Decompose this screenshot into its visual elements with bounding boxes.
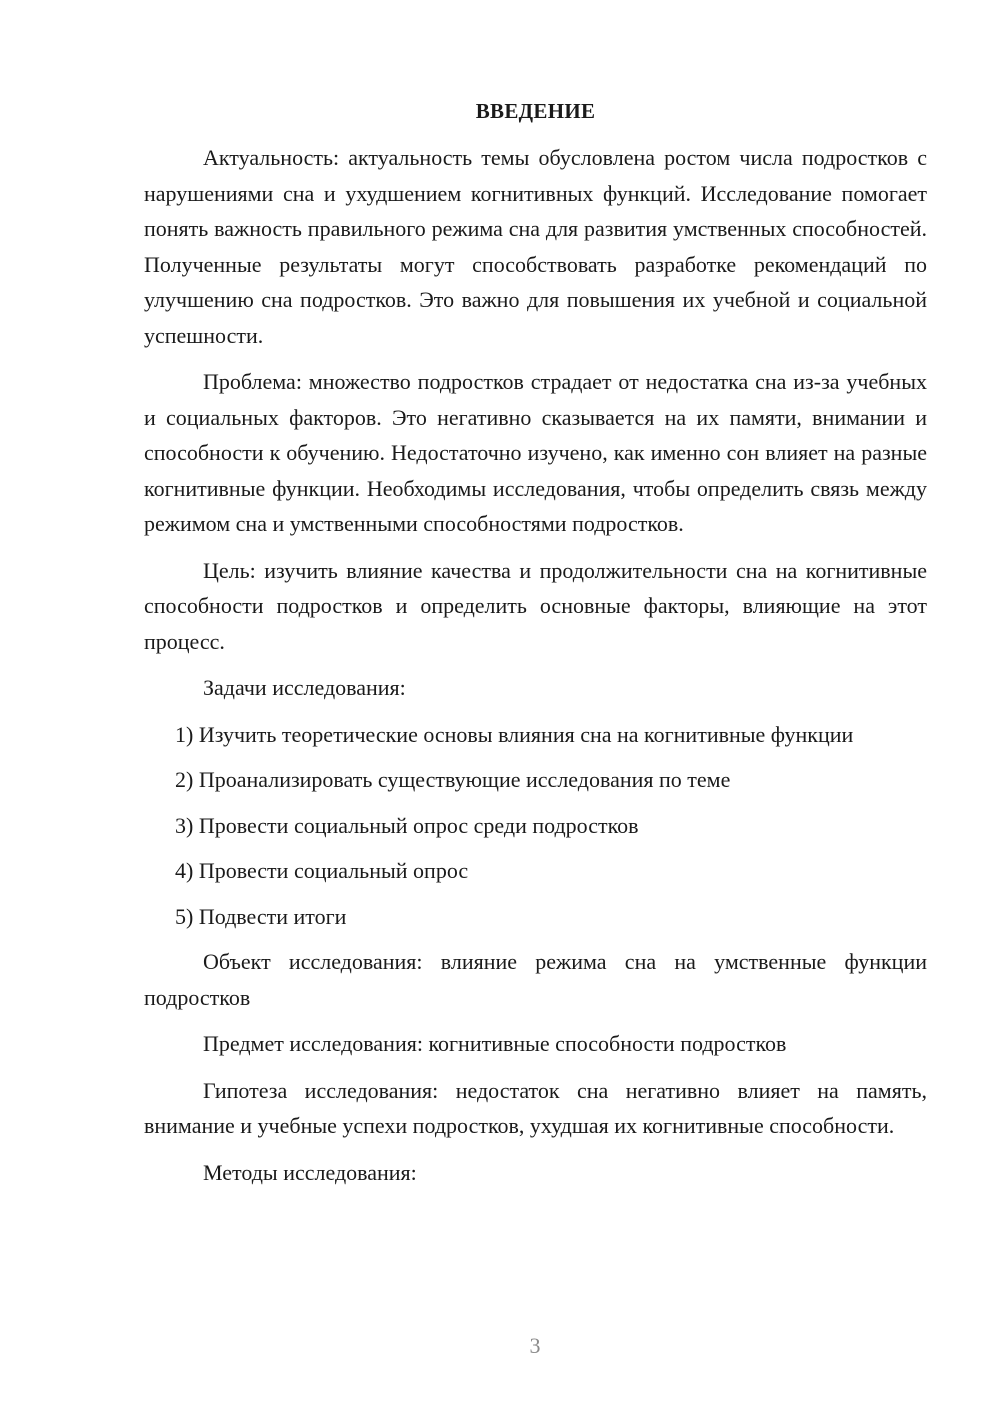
problem-paragraph: Проблема: множество подростков страдает от недостатка сна из-за учебных и социальных факторов. Это негативно сказывается на их памяти, внимании и способности к обучению. Недостаточно изучено, как именно сон влияет на разные когнитивные функции. Необходимы исследования, чтобы определить связь между режимом сна и умственными способностями подростков. xyxy=(144,369,927,536)
hypothesis-paragraph: Гипотеза исследования: недостаток сна негативно влияет на память, внимание и учебные успехи подростков, ухудшая их когнитивные способности. xyxy=(144,1077,927,1138)
tasks-title: Задачи исследования: xyxy=(203,675,406,700)
task-item-5: 5) Подвести итоги xyxy=(175,903,347,929)
section-heading: ВВЕДЕНИЕ xyxy=(475,99,596,123)
object-paragraph: Объект исследования: влияние режима сна на умственные функции подростков xyxy=(144,949,927,1010)
relevance-paragraph: Актуальность: актуальность темы обусловлена ростом числа подростков с нарушениями сна и ухудшением когнитивных функций. Исследование помогает понять важность правильного режима сна для развития умственных способностей. Полученные результаты могут способствовать разработке рекомендаций по улучшению сна подростков. Это важно для повышения их учебной и социальной успешности. xyxy=(144,145,927,348)
task-item-3: 3) Провести социальный опрос среди подростков xyxy=(175,812,639,838)
page-content xyxy=(144,96,927,1201)
task-item-4: 4) Провести социальный опрос xyxy=(175,858,469,883)
goal-paragraph: Цель: изучить влияние качества и продолжительности сна на когнитивные способности подростков и определить основные факторы, влияющие на этот процесс. xyxy=(144,557,927,654)
page-number: 3 xyxy=(529,1333,541,1358)
task-item-1: 1) Изучить теоретические основы влияния сна на когнитивные функции xyxy=(175,721,854,747)
subject-paragraph: Предмет исследования: когнитивные способности подростков xyxy=(203,1031,787,1056)
methods-paragraph: Методы исследования: xyxy=(203,1159,417,1185)
task-item-2: 2) Проанализировать существующие исследования по теме xyxy=(175,767,731,792)
